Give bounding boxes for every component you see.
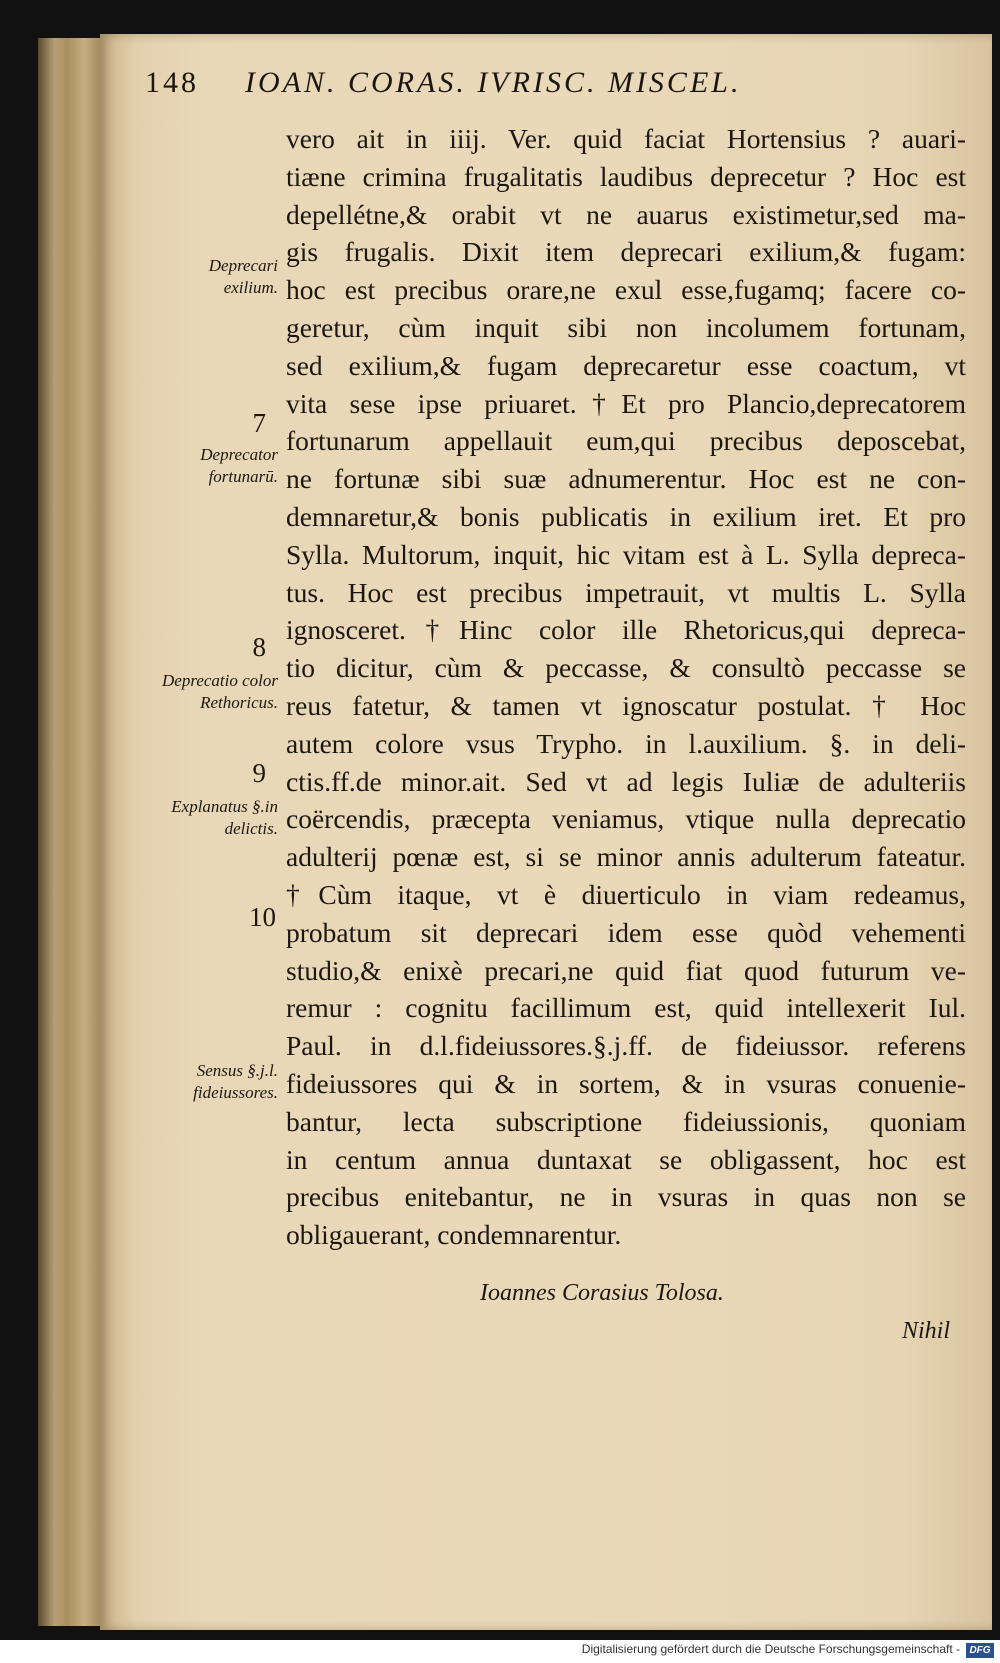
- catchword: Nihil: [902, 1318, 951, 1344]
- text-line: tio dicitur, cùm & peccasse, & consultò peccasse se: [286, 652, 966, 684]
- text-line: demnaretur,& bonis publicatis in exilium iret. Et pro: [286, 500, 966, 532]
- text-line: Paul. in d.l.fideiussores.§.j.ff. de fideiussor. referens: [286, 1030, 966, 1062]
- page-edge: [38, 38, 104, 1626]
- text-line: depellétne,& orabit vt ne auarus existimetur,sed ma-: [286, 198, 966, 230]
- margin-number: 7: [252, 408, 266, 438]
- margin-number: 10: [249, 902, 276, 932]
- text-line: obligauerant, condemnarentur.: [286, 1219, 622, 1251]
- text-line: vero ait in iiij. Ver. quid faciat Hortensius ? auari-: [286, 123, 966, 154]
- text-line: geretur, cùm inquit sibi non incolumem fortunam,: [286, 311, 966, 343]
- folio-number: 148: [145, 66, 199, 99]
- margin-note: Deprecator fortunarū.: [200, 445, 278, 486]
- text-line: sed exilium,& fugam deprecaretur esse coactum, vt: [286, 349, 966, 381]
- text-line: Sylla. Multorum, inquit, hic vitam est à L. Sylla depreca-: [286, 538, 966, 570]
- running-title: IOAN. CORAS. IVRISC. MISCEL.: [245, 66, 742, 99]
- margin-number: 8: [252, 632, 266, 662]
- text-line: bantur, lecta subscriptione fideiussionis, quoniam: [286, 1105, 966, 1137]
- text-line: ignosceret.†Hinc color ille Rhetoricus,qui depreca-: [286, 614, 966, 646]
- footer-bar: [0, 1640, 1000, 1663]
- text-line: fideiussores qui & in sortem, & in vsuras conuenie-: [286, 1067, 966, 1099]
- text-line: remur : cognitu facillimum est, quid intellexerit Iul.: [286, 992, 966, 1024]
- text-line: fortunarum appellauit eum,qui precibus deposcebat,: [286, 425, 966, 457]
- body-text: [286, 120, 966, 1254]
- text-line: adulterij pœnæ est, si se minor annis adulterum fateatur.: [286, 841, 966, 873]
- text-line: autem colore vsus Trypho. in l.auxilium. §. in deli-: [286, 727, 966, 759]
- text-line: in centum annua duntaxat se obligassent, hoc est: [286, 1143, 966, 1175]
- margin-note: Explanatus §.in delictis.: [171, 797, 278, 838]
- text-line: precibus enitebantur, ne in vsuras in quas non se: [286, 1181, 966, 1213]
- text-line: coërcendis, præcepta veniamus, vtique nulla deprecatio: [286, 803, 966, 835]
- text-line: hoc est precibus orare,ne exul esse,fugamq; facere co-: [286, 274, 966, 306]
- signature: Ioannes Corasius Tolosa.: [480, 1280, 724, 1306]
- margin-note: Deprecari exilium.: [208, 256, 278, 297]
- text-line: ctis.ff.de minor.ait. Sed vt ad legis Iuliæ de adulteriis: [286, 765, 966, 797]
- margin-note: Sensus §.j.l. fideiussores.: [193, 1061, 278, 1102]
- text-line: gis frugalis. Dixit item deprecari exilium,& fugam:: [286, 236, 966, 268]
- dfg-logo-icon: DFG: [966, 1643, 994, 1658]
- text-line: vita sese ipse priuaret.†Et pro Plancio,deprecatorem: [286, 387, 966, 419]
- text-line: studio,& enixè precari,ne quid fiat quod futurum ve-: [286, 954, 966, 986]
- running-head: [145, 66, 741, 100]
- text-line: ne fortunæ sibi suæ adnumerentur. Hoc est ne con-: [286, 463, 966, 495]
- text-line: probatum sit deprecari idem esse quòd vehementi: [286, 916, 966, 948]
- text-line: †Cùm itaque, vt è diuerticulo in viam redeamus,: [286, 878, 966, 910]
- margin-number: 9: [252, 758, 266, 788]
- text-line: tiæne crimina frugalitatis laudibus deprecetur ? Hoc est: [286, 160, 966, 192]
- text-line: reus fatetur, & tamen vt ignoscatur postulat. † Hoc: [286, 689, 966, 721]
- margin-note: Deprecatio color Rethoricus.: [162, 671, 278, 712]
- text-line: tus. Hoc est precibus impetrauit, vt multis L. Sylla: [286, 576, 966, 608]
- funding-credit: Digitalisierung gefördert durch die Deutsche Forschungsgemeinschaft -: [581, 1642, 960, 1656]
